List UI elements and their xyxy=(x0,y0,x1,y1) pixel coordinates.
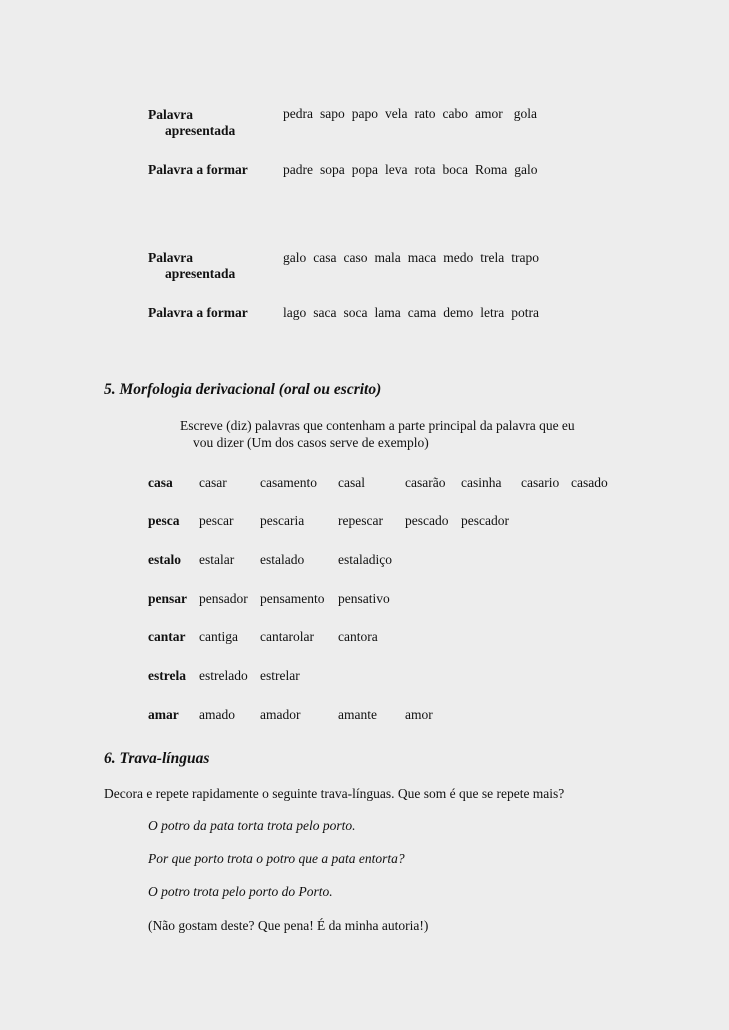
tongue-twister-line: O potro trota pelo porto do Porto. xyxy=(148,884,333,899)
derived-word: pensativo xyxy=(338,591,390,606)
form-words-row xyxy=(283,305,546,321)
derived-word: repescar xyxy=(338,513,383,528)
derived-word: pescar xyxy=(199,513,234,528)
word: trapo xyxy=(511,250,539,265)
derived-word: estalado xyxy=(260,552,305,567)
word: amor xyxy=(474,106,503,121)
derived-word: casado xyxy=(571,475,608,490)
section-heading: 6. Trava-línguas xyxy=(104,750,210,767)
presented-word-label-line1: Palavra xyxy=(148,250,193,265)
word: maca xyxy=(407,250,437,265)
root-word: pesca xyxy=(148,513,180,528)
word: popa xyxy=(351,162,378,177)
derived-word: casario xyxy=(521,475,560,490)
presented-words-row xyxy=(283,106,544,122)
derived-word: pensamento xyxy=(260,591,325,606)
derived-word: casal xyxy=(338,475,365,490)
derived-word: amado xyxy=(199,707,235,722)
form-word-label: Palavra a formar xyxy=(148,162,248,177)
word: leva xyxy=(384,162,408,177)
word: soca xyxy=(343,305,368,320)
word: trela xyxy=(480,250,505,265)
derived-word: pescador xyxy=(461,513,509,528)
word: padre xyxy=(283,162,313,177)
derived-word: estrelar xyxy=(260,668,300,683)
derived-word: casar xyxy=(199,475,227,490)
word: gola xyxy=(513,106,537,121)
instruction-line: vou dizer (Um dos casos serve de exemplo) xyxy=(193,435,429,450)
word: medo xyxy=(443,250,474,265)
word: lago xyxy=(283,305,307,320)
word: rato xyxy=(414,106,436,121)
derived-word: amor xyxy=(405,707,433,722)
author-comment: (Não gostam deste? Que pena! É da minha autoria!) xyxy=(148,918,429,933)
tongue-twister-line: Por que porto trota o potro que a pata entorta? xyxy=(148,851,405,866)
instruction-text xyxy=(180,417,575,451)
word: galo xyxy=(514,162,538,177)
word: sopa xyxy=(319,162,345,177)
word: saca xyxy=(313,305,337,320)
word: boca xyxy=(442,162,468,177)
derived-word: cantora xyxy=(338,629,378,644)
word: potra xyxy=(511,305,539,320)
derived-word: casamento xyxy=(260,475,317,490)
derived-word: amante xyxy=(338,707,377,722)
instruction-text: Decora e repete rapidamente o seguinte trava-línguas. Que som é que se repete mais? xyxy=(104,786,565,801)
form-words-row xyxy=(283,162,544,178)
presented-word-label xyxy=(148,107,235,139)
word: letra xyxy=(480,305,505,320)
presented-words-row xyxy=(283,250,546,266)
root-word: casa xyxy=(148,475,173,490)
root-word: estalo xyxy=(148,552,181,567)
word: casa xyxy=(313,250,337,265)
presented-word-label xyxy=(148,250,235,282)
word: cabo xyxy=(442,106,468,121)
root-word: cantar xyxy=(148,629,186,644)
derived-word: amador xyxy=(260,707,301,722)
derived-word: estalar xyxy=(199,552,235,567)
derived-word: cantiga xyxy=(199,629,238,644)
presented-word-label-line2: apresentada xyxy=(165,266,236,281)
derived-word: estaladiço xyxy=(338,552,392,567)
word: rota xyxy=(414,162,436,177)
word: mala xyxy=(374,250,401,265)
derived-word: casarão xyxy=(405,475,446,490)
root-word: amar xyxy=(148,707,179,722)
derived-word: estrelado xyxy=(199,668,248,683)
root-word: pensar xyxy=(148,591,188,606)
derived-word: pescado xyxy=(405,513,449,528)
presented-word-label-line2: apresentada xyxy=(165,123,236,138)
word: vela xyxy=(384,106,408,121)
root-word: estrela xyxy=(148,668,186,683)
word: galo xyxy=(283,250,307,265)
instruction-line: Escreve (diz) palavras que contenham a parte principal da palavra que eu xyxy=(180,418,575,433)
derived-word: pescaria xyxy=(260,513,305,528)
word: lama xyxy=(374,305,401,320)
word: caso xyxy=(343,250,368,265)
derived-word: casinha xyxy=(461,475,502,490)
presented-word-label-line1: Palavra xyxy=(148,107,193,122)
word: papo xyxy=(351,106,378,121)
derived-word: pensador xyxy=(199,591,248,606)
word: pedra xyxy=(283,106,313,121)
word: demo xyxy=(443,305,474,320)
form-word-label: Palavra a formar xyxy=(148,305,248,320)
tongue-twister-line: O potro da pata torta trota pelo porto. xyxy=(148,818,356,833)
word: Roma xyxy=(474,162,508,177)
derived-word: cantarolar xyxy=(260,629,314,644)
word: sapo xyxy=(319,106,345,121)
section-heading: 5. Morfologia derivacional (oral ou escrito) xyxy=(104,381,382,398)
word: cama xyxy=(407,305,437,320)
